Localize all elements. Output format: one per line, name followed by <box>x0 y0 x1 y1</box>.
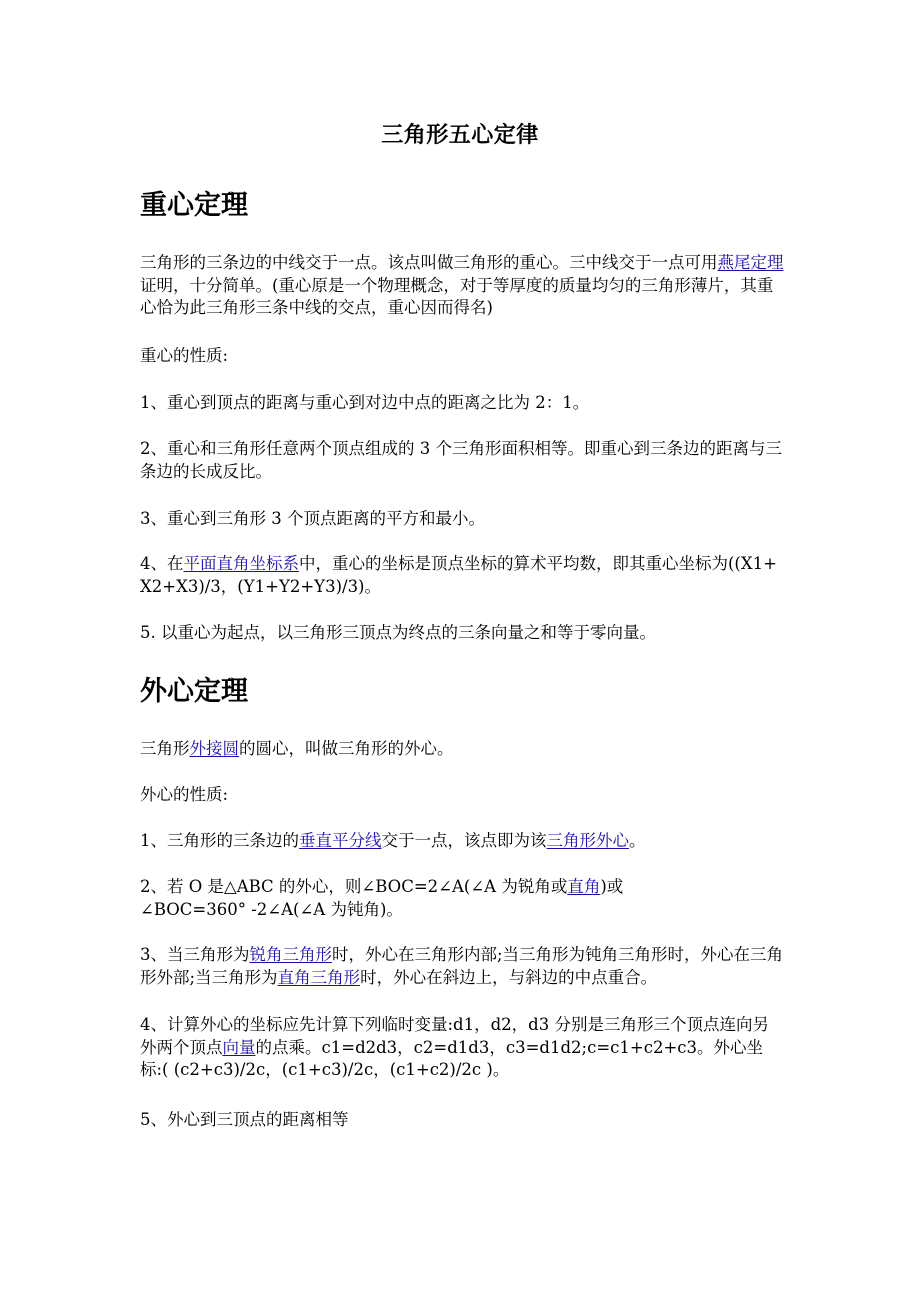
text-span: ∠BOC=360° -2∠A(∠A 为钝角)。 <box>140 899 403 919</box>
centroid-intro-paragraph <box>140 252 785 320</box>
text-span: 4、在 <box>140 554 184 573</box>
centroid-property-2: 2、重心和三角形任意两个顶点组成的 3 个三角形面积相等。即重心到三条边的距离与三条边的长成反比。 <box>140 439 782 481</box>
text-span: 证明，十分简单。(重心原是一个物理概念，对于等厚度的质量均匀的三角形薄片，其重心恰为此三角形三条中线的交点，重心因而得名) <box>140 275 774 317</box>
text-span: )或 <box>600 877 624 896</box>
text-span: 3、当三角形为 <box>140 945 250 964</box>
circumcenter-property-5: 5、外心到三顶点的距离相等 <box>140 1110 349 1129</box>
text-span: 1、三角形的三条边的 <box>140 831 299 850</box>
circumcenter-property-4 <box>140 1014 785 1082</box>
link-acute-triangle[interactable]: 锐角三角形 <box>249 945 332 964</box>
circumcenter-property-2 <box>140 876 785 921</box>
document-title: 三角形五心定律 <box>381 122 539 148</box>
text-span: 。 <box>629 831 646 850</box>
link-swallowtail-theorem[interactable]: 燕尾定理 <box>717 253 784 272</box>
text-span: 三角形的三条边的中线交于一点。该点叫做三角形的重心。三中线交于一点可用 <box>140 253 718 272</box>
text-span: 时，外心在三角形内部;当三角形为钝角三角形时，外心在三角形外部;当三角形为 <box>140 945 784 987</box>
link-circumscribed-circle[interactable]: 外接圆 <box>189 739 239 758</box>
text-span: 交于一点，该点即为该 <box>381 831 547 850</box>
centroid-property-1: 1、重心到顶点的距离与重心到对边中点的距离之比为 2：1。 <box>140 393 590 412</box>
centroid-properties-label: 重心的性质: <box>140 346 229 365</box>
circumcenter-property-3 <box>140 944 785 989</box>
link-perpendicular-bisector[interactable]: 垂直平分线 <box>299 831 382 850</box>
centroid-property-5: 5. 以重心为起点，以三角形三顶点为终点的三条向量之和等于零向量。 <box>140 623 656 642</box>
text-span: 的圆心，叫做三角形的外心。 <box>239 739 454 758</box>
section-heading-circumcenter: 外心定理 <box>140 676 248 707</box>
text-span: 时，外心在斜边上，与斜边的中点重合。 <box>360 967 658 987</box>
link-right-triangle[interactable]: 直角三角形 <box>277 967 361 987</box>
link-right-angle[interactable]: 直角 <box>567 877 601 896</box>
circumcenter-properties-label: 外心的性质: <box>140 785 229 804</box>
centroid-property-3: 3、重心到三角形 3 个顶点距离的平方和最小。 <box>140 509 485 528</box>
text-span: 的点乘。c1=d2d3，c2=d1d3，c3=d1d2;c=c1+c2+c3。外心坐标:( (c2+c3)/2c，(c1+c3)/2c，(c1+c2)/2c )。 <box>140 1037 764 1079</box>
circumcenter-property-1 <box>140 830 785 853</box>
text-span: 三角形 <box>140 739 190 758</box>
text-span: 4、计算外心的坐标应先计算下列临时变量:d1，d2，d3 分别是三角形三个顶点连向另外两个顶点 <box>140 1015 769 1057</box>
link-cartesian-coordinate-system[interactable]: 平面直角坐标系 <box>183 554 299 573</box>
text-span: 中，重心的坐标是顶点坐标的算术平均数，即其重心坐标为((X1+X2+X3)/3，(Y1+Y2+Y3)/3)。 <box>140 554 777 596</box>
link-triangle-circumcenter[interactable]: 三角形外心 <box>546 831 629 850</box>
text-span: 2、若 O 是△ABC 的外心，则∠BOC=2∠A(∠A 为锐角或 <box>140 877 568 896</box>
section-heading-centroid: 重心定理 <box>140 190 248 221</box>
circumcenter-intro-paragraph <box>140 738 785 761</box>
link-vector[interactable]: 向量 <box>222 1037 256 1057</box>
centroid-property-4 <box>140 553 785 598</box>
